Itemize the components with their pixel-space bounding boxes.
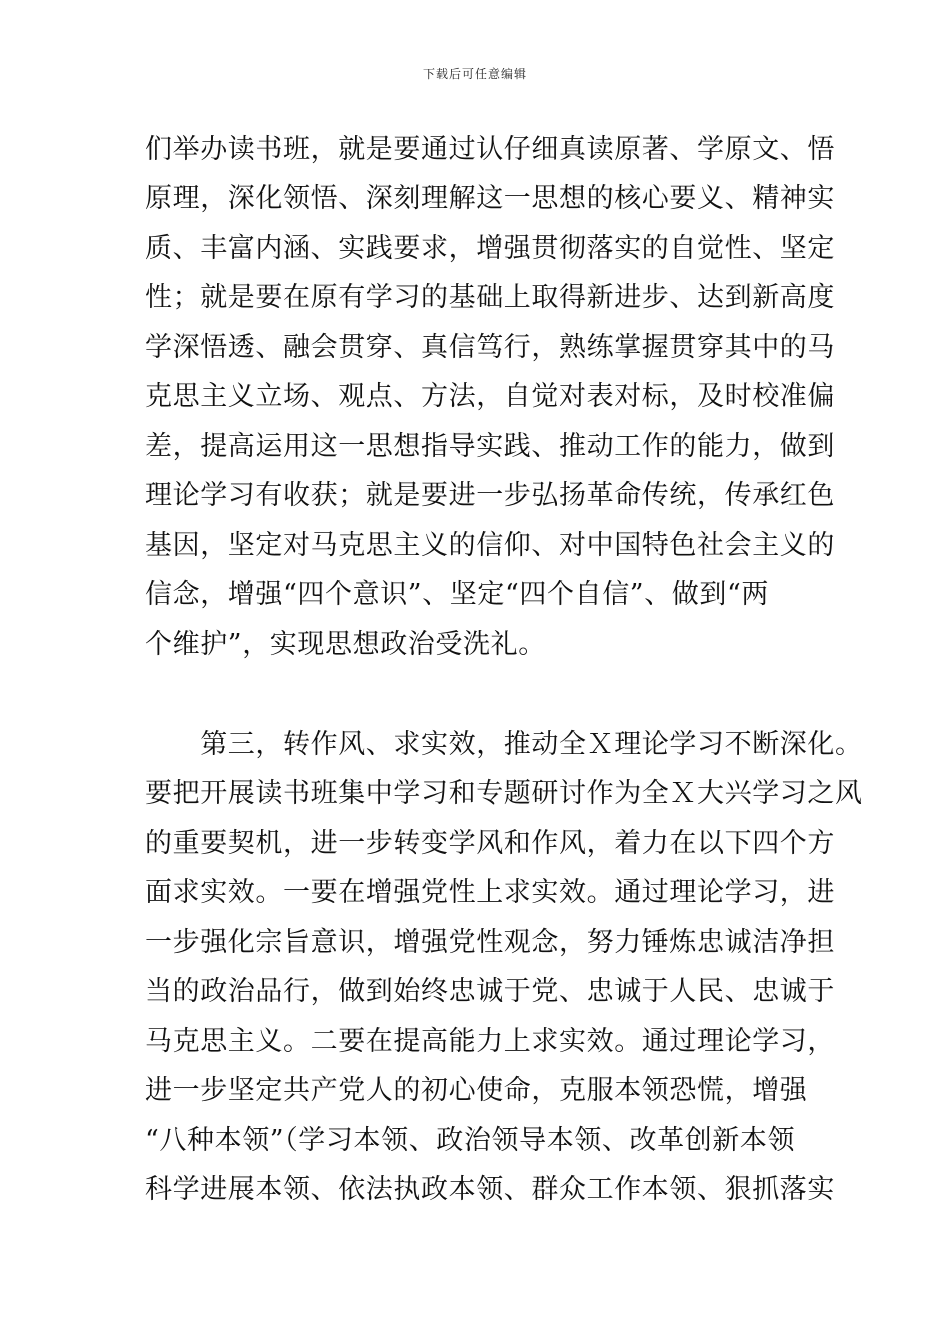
text-line: 个维护”，实现思想政治受洗礼。 bbox=[145, 629, 546, 660]
text-line: 克思主义立场、观点、方法，自觉对表对标，及时校准偏 bbox=[145, 381, 835, 412]
text-line: 面求实效。一要在增强党性上求实效。通过理论学习，进 bbox=[145, 877, 835, 908]
text-line: 差，提高运用这一思想指导实践、推动工作的能力，做到 bbox=[145, 431, 835, 462]
text-line: 们举办读书班，就是要通过认仔细真读原著、学原文、悟 bbox=[145, 134, 835, 165]
header-note: 下载后可任意编辑 bbox=[422, 67, 527, 81]
text-line: 学深悟透、融会贯穿、真信笃行，熟练掌握贯穿其中的马 bbox=[145, 332, 835, 363]
text-line: 科学进展本领、依法执政本领、群众工作本领、狠抓落实 bbox=[145, 1174, 835, 1205]
text-line: 马克思主义。二要在提高能力上求实效。通过理论学习， bbox=[145, 1026, 835, 1057]
text-line: 要把开展读书班集中学习和专题研讨作为全Ｘ大兴学习之风 bbox=[145, 778, 863, 809]
text-line: 基因，坚定对马克思主义的信仰、对中国特色社会主义的 bbox=[145, 530, 835, 561]
text-line: 进一步坚定共产党人的初心使命，克服本领恐慌，增强 bbox=[145, 1075, 808, 1106]
text-line: 一步强化宗旨意识，增强党性观念，努力锤炼忠诚洁净担 bbox=[145, 927, 835, 958]
text-line: 的重要契机，进一步转变学风和作风，着力在以下四个方 bbox=[145, 828, 835, 859]
text-line: 理论学习有收获；就是要进一步弘扬革命传统，传承红色 bbox=[145, 480, 835, 511]
text-line: 当的政治品行，做到始终忠诚于党、忠诚于人民、忠诚于 bbox=[145, 976, 835, 1007]
text-line: “八种本领”（学习本领、政治领导本领、改革创新本领 bbox=[145, 1125, 796, 1156]
text-line: 信念，增强“四个意识”、坚定“四个自信”、做到“两 bbox=[145, 579, 770, 610]
text-line: 质、丰富内涵、实践要求，增强贯彻落实的自觉性、坚定 bbox=[145, 233, 835, 264]
text-line: 第三，转作风、求实效，推动全Ｘ理论学习不断深化。 bbox=[145, 729, 863, 760]
text-line: 性；就是要在原有学习的基础上取得新进步、达到新高度 bbox=[145, 282, 835, 313]
text-line: 原理，深化领悟、深刻理解这一思想的核心要义、精神实 bbox=[145, 183, 835, 214]
